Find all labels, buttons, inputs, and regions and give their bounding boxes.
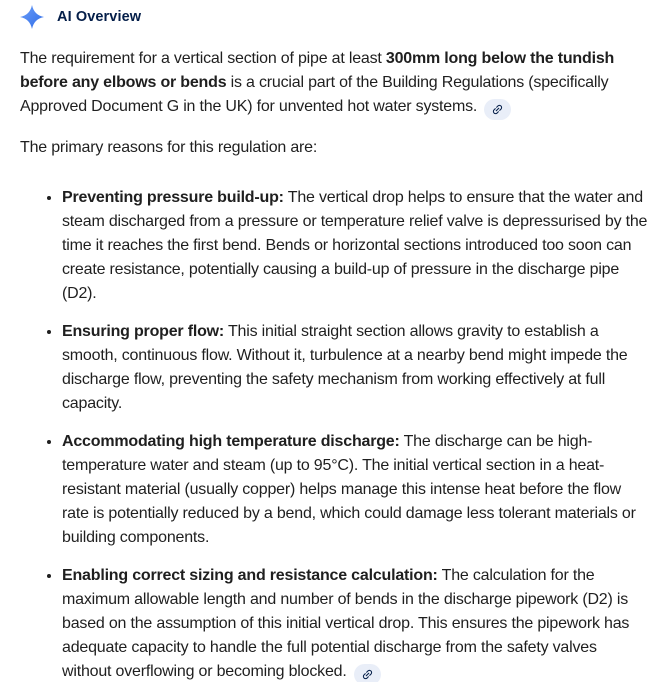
link-icon [361, 668, 374, 681]
lead-paragraph: The primary reasons for this regulation are: [20, 139, 318, 156]
list-item [62, 186, 648, 306]
bullet-text: This initial straight section allows gravity to establish a smooth, continuous flow. Without it, turbulence at a nearby bend might impede the discharge flow, preventing the safety mechanism from working effectively at full capacity. [62, 323, 628, 412]
list-item [62, 430, 648, 550]
bullet-text: The calculation for the maximum allowable length and number of bends in the discharge pipework (D2) is based on the assumption of this initial vertical drop. This ensures the pipework has adequate capacity to handle the full potential discharge from the safety valves without overflowing or becoming blocked. [62, 567, 630, 680]
sparkle-icon [20, 5, 44, 29]
bullet-text: The vertical drop helps to ensure that the water and steam discharged from a pressure or temperature relief valve is depressurised by the time it reaches the first bend. Bends or horizontal sections introduced too soon can create resistance, potentially causing a build-up of pressure in the discharge pipe (D2). [62, 189, 648, 302]
ai-overview-title: AI Overview [57, 9, 142, 25]
intro-text-after-bold: is a crucial part of the Building Regulations (specifically Approved Document G in the UK) for unvented hot water systems. [20, 74, 609, 115]
link-icon [491, 103, 504, 116]
reasons-list [20, 186, 648, 682]
intro-text-before-bold: The requirement for a vertical section of pipe at least [20, 50, 386, 67]
list-item [62, 564, 648, 682]
intro-paragraph [20, 47, 648, 120]
bullet-text: The discharge can be high-temperature water and steam (up to 95°C). The initial vertical section in a heat-resistant material (usually copper) helps manage this intense heat before the flow rate is potentially reduced by a bend, which could damage less tolerant materials or building components. [62, 433, 636, 546]
bullet-bold-label: Ensuring proper flow: [62, 323, 225, 340]
intro-bold-text: 300mm long below the tundish before any elbows or bends [20, 50, 615, 91]
source-link-chip[interactable] [484, 99, 511, 120]
bullet-bold-label: Enabling correct sizing and resistance calculation: [62, 567, 438, 584]
bullet-bold-label: Accommodating high temperature discharge: [62, 433, 400, 450]
list-item [62, 320, 648, 416]
source-link-chip[interactable] [354, 664, 381, 682]
bullet-bold-label: Preventing pressure build-up: [62, 189, 284, 206]
ai-overview-header [20, 4, 648, 30]
